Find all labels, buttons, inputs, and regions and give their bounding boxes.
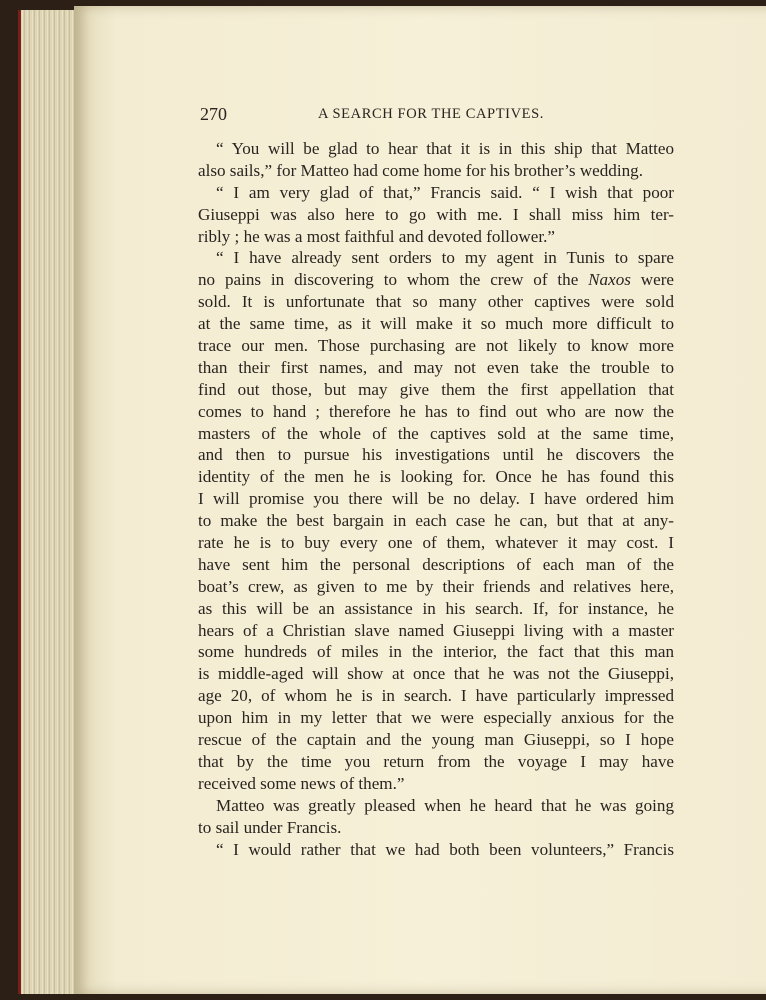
text-line: masters of the whole of the captives sold at the same time, xyxy=(198,423,674,443)
chapter-title: A SEARCH FOR THE CAPTIVES. xyxy=(318,106,545,122)
text-line: upon him in my letter that we were especially anxious for the xyxy=(198,708,674,728)
text-line: sold. It is unfortunate that so many other captives were sold xyxy=(198,292,674,312)
text-line: received some news of them.” xyxy=(198,773,405,793)
text-line: also sails,” for Matteo had come home for his brother’s wedding. xyxy=(198,160,643,180)
text-line: that by the time you return from the voyage I may have xyxy=(198,751,674,771)
text-line: and then to pursue his investigations until he discovers the xyxy=(198,445,674,465)
text-line: “ You will be glad to hear that it is in this ship that Matteo xyxy=(216,139,674,158)
text-line: at the same time, as it will make it so much more difficult to xyxy=(198,314,674,334)
text-line: comes to hand ; therefore he has to find out who are now the xyxy=(198,401,674,421)
text-line: no pains in discovering to whom the crew of the Naxos were xyxy=(198,270,674,290)
text-line: Matteo was greatly pleased when he heard that he was going xyxy=(216,795,674,815)
text-line: than their first names, and may not even take the trouble to xyxy=(198,357,674,377)
text-line: identity of the men he is looking for. Once he has found this xyxy=(198,467,674,487)
text-line: have sent him the personal descriptions of each man of the xyxy=(198,554,674,574)
text-line: age 20, of whom he is in search. I have particularly impressed xyxy=(198,686,674,706)
text-line: Giuseppi was also here to go with me. I shall miss him ter- xyxy=(198,204,674,224)
text-line: as this will be an assistance in his search. If, for instance, he xyxy=(198,598,674,618)
text-line: boat’s crew, as given to me by their friends and relatives here, xyxy=(198,576,674,596)
page-number: 270 xyxy=(200,104,227,124)
text-line: rescue of the captain and the young man Giuseppi, so I hope xyxy=(198,730,674,750)
text-line: to sail under Francis. xyxy=(198,817,342,837)
text-line: rate he is to buy every one of them, whatever it may cost. I xyxy=(198,533,674,553)
text-line: I will promise you there will be no delay. I have ordered him xyxy=(198,489,674,509)
text-line: to make the best bargain in each case he can, but that at any- xyxy=(198,511,674,531)
running-head xyxy=(200,104,680,126)
body-text xyxy=(198,138,674,860)
text-line: “ I have already sent orders to my agent in Tunis to spare xyxy=(216,248,674,268)
text-line: “ I am very glad of that,” Francis said. “ I wish that poor xyxy=(216,182,674,202)
text-line: is middle-aged will show at once that he was not the Giuseppi, xyxy=(198,664,674,684)
text-line: “ I would rather that we had both been volunteers,” Francis xyxy=(216,839,674,859)
text-line: some hundreds of miles in the interior, the fact that this man xyxy=(198,642,674,662)
text-line: trace our men. Those purchasing are not likely to know more xyxy=(198,336,674,356)
text-line: find out those, but may give them the first appellation that xyxy=(198,379,674,399)
text-line: ribly ; he was a most faithful and devoted follower.” xyxy=(198,226,555,246)
text-line: hears of a Christian slave named Giuseppi living with a master xyxy=(198,620,674,640)
